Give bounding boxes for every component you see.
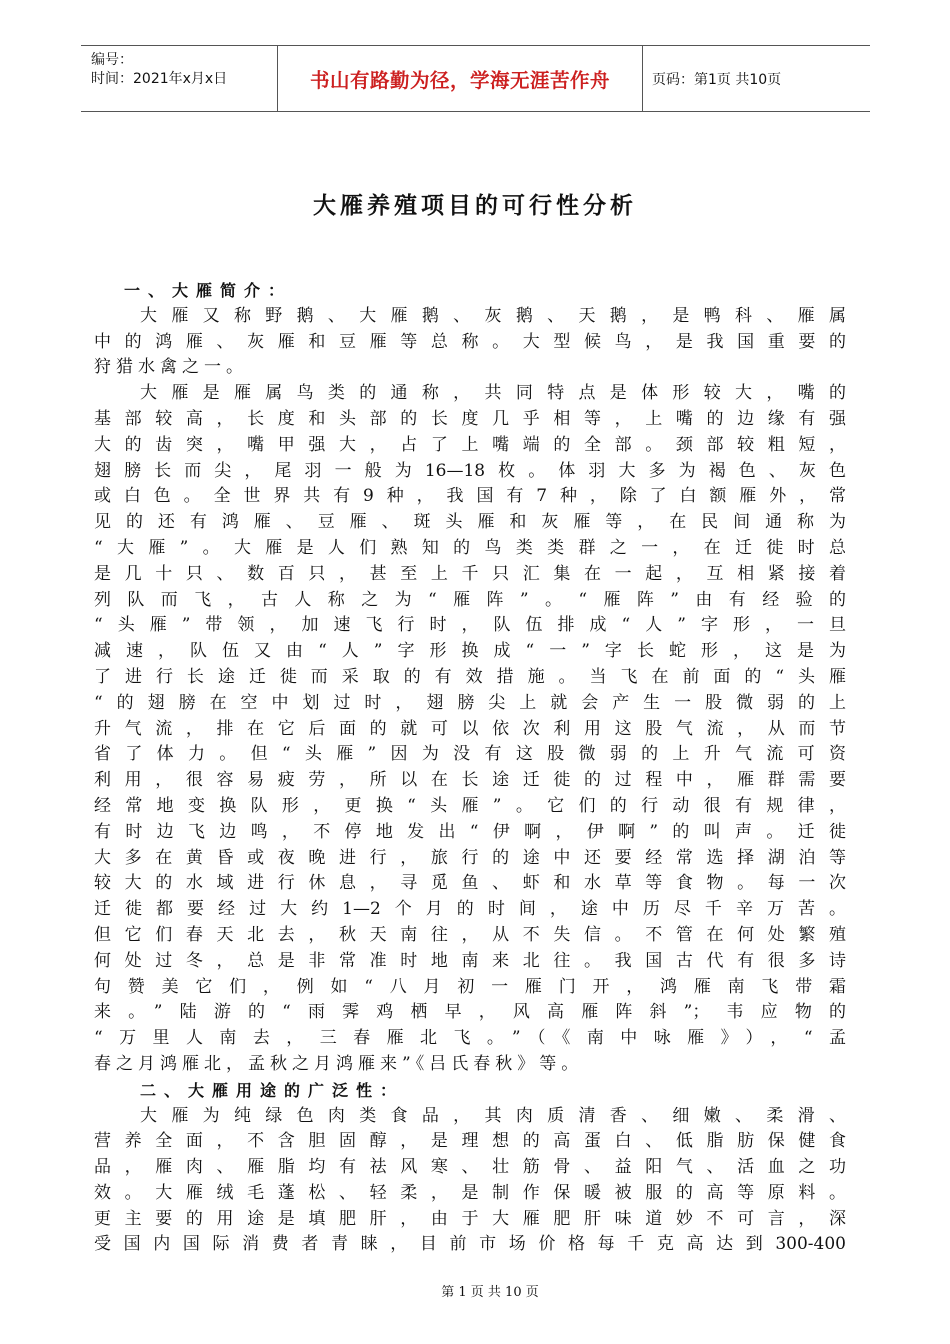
paragraph-line: 是几十只、数百只，甚至上千只汇集在一起，互相紧接着 [94, 563, 846, 584]
paragraph-line: 大多在黄昏或夜晚进行，旅行的途中还要经常选择湖泊等 [94, 847, 846, 868]
paragraph-line: 但它们春天北去，秋天南往，从不失信。不管在何处繁殖 [94, 924, 846, 945]
paragraph-line: 句赞美它们，例如“八月初一雁门开，鸿雁南飞带霜 [94, 976, 846, 997]
section-heading-uses: 二、大雁用途的广泛性： [140, 1080, 405, 1100]
paragraph-line: 迁徙都要经过大约1—2个月的时间，途中历尽千辛万苦。 [94, 899, 846, 920]
paragraph-line: 营养全面，不含胆固醇，是理想的高蛋白、低脂肪保健食 [94, 1131, 846, 1152]
header-motto: 书山有路勤为径，学海无涯苦作舟 [277, 46, 643, 111]
paragraph-line: 大雁为纯绿色肉类食品，其肉质清香、细嫩、柔滑、 [140, 1105, 846, 1126]
paragraph-line: “的翅膀在空中划过时，翅膀尖上就会产生一股微弱的上 [94, 692, 846, 713]
paragraph-line: “大雁”。大雁是人们熟知的鸟类类群之一，在迁徙时总 [94, 537, 846, 558]
paragraph-line: 基部较高，长度和头部的长度几乎相等，上嘴的边缘有强 [94, 408, 846, 429]
paragraph-line: 来。”陆游的“雨霁鸡栖早，风高雁阵斜”；韦应物的 [94, 1002, 846, 1023]
paragraph-line: 列队而飞，古人称之为“雁阵”。“雁阵”由有经验的 [94, 589, 846, 610]
document-time-label: 时间：2021年x月x日 [91, 71, 228, 87]
paragraph-line: 受国内国际消费者青睐，目前市场价格每千克高达到300-400 [94, 1234, 846, 1255]
paragraph-line: 品，雁肉、雁脂均有祛风寒、壮筋骨、益阳气、活血之功 [94, 1157, 846, 1178]
document-body [94, 278, 846, 1258]
document-title: 大雁养殖项目的可行性分析 [313, 193, 637, 219]
header-meta [81, 46, 277, 111]
paragraph-line: 升气流，排在它后面的就可以依次利用这股气流，从而节 [94, 718, 846, 739]
paragraph-line: 大雁是雁属鸟类的通称，共同特点是体形较大，嘴的 [140, 383, 846, 404]
paragraph-line: 效。大雁绒毛蓬松、轻柔，是制作保暖被服的高等原料。 [94, 1182, 846, 1203]
header-page-info: 页码：第1页 共10页 [652, 71, 782, 88]
paragraph-line: 翅膀长而尖，尾羽一般为16—18枚。体羽大多为褐色、灰色 [94, 460, 846, 481]
paragraph-line: “万里人南去，三春雁北飞。”（《南中咏雁》），“孟 [94, 1028, 846, 1049]
paragraph-line: 减速，队伍又由“人”字形换成“一”字长蛇形，这是为 [94, 641, 846, 662]
paragraph-line: 有时边飞边鸣，不停地发出“伊啊，伊啊”的叫声。迁徙 [94, 821, 846, 842]
paragraph-line: 何处过冬，总是非常准时地南来北往。我国古代有很多诗 [94, 950, 846, 971]
paragraph-line: 中的鸿雁、灰雁和豆雁等总称。大型候鸟，是我国重要的 [94, 331, 846, 352]
paragraph-line: 大雁又称野鹅、大雁鹅、灰鹅、天鹅，是鸭科、雁属 [140, 305, 846, 326]
paragraph-line: 春之月鸿雁北，孟秋之月鸿雁来”《吕氏春秋》等。 [94, 1053, 584, 1074]
paragraph-line: “头雁”带领，加速飞行时，队伍排成“人”字形，一旦 [94, 615, 846, 636]
paragraph-line: 省了体力。但“头雁”因为没有这股微弱的上升气流可资 [94, 744, 846, 765]
section-heading-intro: 一、大雁简介： [124, 281, 293, 300]
paragraph-line: 较大的水域进行休息，寻觅鱼、虾和水草等食物。每一次 [94, 873, 846, 894]
paragraph-line: 利用，很容易疲劳，所以在长途迁徙的过程中，雁群需要 [94, 770, 846, 791]
paragraph-line: 经常地变换队形，更换“头雁”。它们的行动很有规律， [94, 795, 846, 816]
paragraph-line: 大的齿突，嘴甲强大，占了上嘴端的全部。颈部较粗短， [94, 434, 846, 455]
page-header [81, 45, 870, 112]
document-number-label: 编号： [91, 52, 133, 68]
paragraph-line: 见的还有鸿雁、豆雁、斑头雁和灰雁等，在民间通称为 [94, 512, 846, 533]
paragraph-line: 更主要的用途是填肥肝，由于大雁肥肝味道妙不可言，深 [94, 1208, 846, 1229]
page-footer: 第 1 页 共 10 页 [441, 1285, 539, 1300]
paragraph-line: 狩猎水禽之一。 [94, 357, 248, 378]
paragraph-line: 或白色。全世界共有9种，我国有7种，除了白额雁外，常 [94, 486, 846, 507]
paragraph-line: 了进行长途迁徙而采取的有效措施。当飞在前面的“头雁 [94, 666, 846, 687]
